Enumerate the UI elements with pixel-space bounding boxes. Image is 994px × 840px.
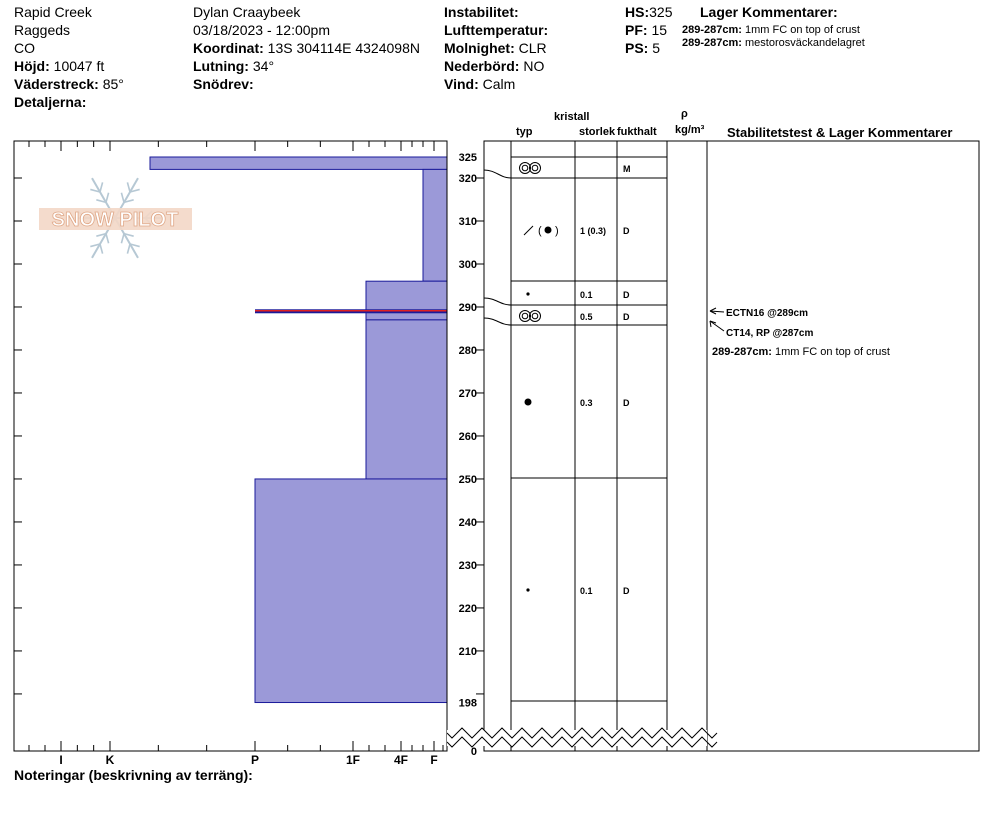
type-header: typ	[516, 126, 533, 138]
hardness-bar	[150, 157, 447, 169]
depth-label: 260	[458, 430, 477, 443]
depth-connector	[484, 170, 511, 178]
moisture-header: fukthalt	[617, 126, 657, 138]
rounded-grains-symbol	[526, 588, 529, 591]
grain-size: 0.5	[580, 312, 593, 322]
stability-tests	[710, 308, 890, 358]
snowdrift-label: Snödrev:	[193, 76, 254, 92]
elevation-label: Höjd:	[14, 58, 50, 74]
grain-size: 0.3	[580, 398, 593, 408]
precip-value: NO	[523, 58, 545, 74]
notes-label: Noteringar (beskrivning av terräng):	[14, 767, 253, 783]
depth-label: 0	[470, 746, 477, 758]
melt-forms-symbol	[522, 165, 528, 171]
moisture-code: D	[623, 586, 630, 596]
grain-size: 0.1	[580, 586, 593, 596]
coordinate-value: 13S 304114E 4324098N	[267, 40, 420, 56]
hardness-label: F	[430, 753, 438, 767]
melt-forms-symbol	[530, 163, 541, 174]
ps-value: 5	[652, 40, 661, 56]
paren-open: (	[538, 225, 542, 237]
hardness-label: I	[59, 753, 63, 767]
moisture-code: D	[623, 398, 630, 408]
paren-close: )	[555, 225, 559, 237]
grain-size: 1 (0.3)	[580, 226, 607, 236]
aspect-label: Väderstreck:	[14, 76, 99, 92]
coordinate-label: Koordinat:	[193, 40, 264, 56]
moisture-code: M	[623, 164, 631, 174]
hardness-bars	[150, 157, 447, 703]
hardness-bar	[423, 169, 447, 281]
range: Raggeds	[14, 22, 71, 38]
hs-label: HS:	[625, 4, 650, 20]
decomposing-symbol	[524, 226, 533, 235]
melt-forms-symbol	[520, 311, 531, 322]
hardness-label: 4F	[393, 753, 409, 767]
details-label: Detaljerna:	[14, 94, 87, 110]
hardness-label: K	[105, 753, 115, 767]
slope-label: Lutning:	[193, 58, 249, 74]
grain-size: 0.1	[580, 290, 593, 300]
depth-label: 300	[458, 258, 477, 271]
precip-label: Nederbörd:	[444, 58, 520, 74]
hardness-label: 1F	[345, 753, 361, 767]
ps-label: PS:	[625, 40, 649, 56]
precip-particle-symbol	[545, 227, 552, 234]
layer-comment-text: 1mm FC on top of crust	[745, 24, 860, 36]
state: CO	[14, 40, 35, 56]
precip-particle-symbol	[525, 399, 532, 406]
datetime: 03/18/2023 - 12:00pm	[193, 22, 330, 38]
stability-arrow	[710, 321, 724, 331]
stability-comment-text: 1mm FC on top of crust	[775, 346, 890, 358]
depth-label: 230	[458, 559, 477, 572]
sky-value: CLR	[518, 40, 547, 56]
hardness-label: P	[250, 753, 260, 767]
rho-header: ρ	[681, 108, 688, 120]
snowflake-branch	[100, 244, 103, 254]
rounded-grains-symbol	[526, 292, 529, 295]
snowflake-branch	[106, 234, 109, 244]
melt-forms-symbol	[522, 313, 528, 319]
snowflake-branch	[121, 234, 124, 244]
size-header: storlek	[579, 126, 616, 138]
depth-connector	[484, 298, 511, 305]
layer-comment-range: 289-287cm:	[682, 24, 742, 36]
depth-label: 310	[458, 215, 477, 228]
melt-forms-symbol	[520, 163, 531, 174]
chart-frames	[14, 141, 979, 751]
depth-connector	[484, 318, 511, 325]
snowflake-branch	[121, 193, 124, 203]
snow-pilot-logo	[39, 178, 192, 258]
stability-comment-range: 289-287cm:	[712, 346, 775, 358]
depth-label: 210	[458, 645, 477, 658]
stability-comment	[712, 346, 890, 358]
elevation-value: 10047 ft	[53, 58, 105, 74]
hs-value: 325	[649, 4, 673, 20]
stability-test: CT14, RP @287cm	[726, 328, 814, 339]
moisture-code: D	[623, 226, 630, 236]
air-temp-label: Lufttemperatur:	[444, 22, 549, 38]
snowflake-branch	[100, 182, 103, 192]
depth-label: 325	[458, 152, 477, 164]
density-unit-header: kg/m³	[675, 124, 705, 136]
depth-label: 240	[458, 516, 477, 529]
wind-value: Calm	[482, 76, 516, 92]
slope-value: 34°	[252, 58, 275, 74]
snowflake-branch	[106, 193, 109, 203]
sky-label: Molnighet:	[444, 40, 515, 56]
depth-label: 250	[458, 473, 477, 486]
pf-value: 15	[651, 22, 668, 38]
hardness-bar	[255, 479, 447, 703]
logo-text: SNOW PILOT	[51, 209, 179, 231]
moisture-code: D	[623, 290, 630, 300]
stability-title: Stabilitetstest & Lager Kommentarer	[727, 125, 953, 140]
depth-label: 198	[458, 697, 477, 710]
melt-forms-symbol	[530, 311, 541, 322]
depth-label: 290	[458, 301, 477, 314]
observer: Dylan Craaybeek	[193, 4, 301, 20]
snowflake-branch	[127, 244, 130, 254]
depth-label: 220	[458, 602, 477, 615]
layer-comments-title: Lager Kommentarer:	[700, 4, 838, 20]
pf-label: PF:	[625, 22, 648, 38]
snowflake-branch	[127, 182, 130, 192]
hardness-bar	[366, 320, 447, 479]
aspect-value: 85°	[102, 76, 124, 92]
layer-comment-range: 289-287cm:	[682, 37, 742, 49]
depth-label: 270	[458, 387, 477, 400]
wind-label: Vind:	[444, 76, 479, 92]
depth-label: 280	[458, 344, 477, 357]
instability-label: Instabilitet:	[444, 4, 519, 20]
layer-comment-text: mestorosväckandelagret	[745, 37, 865, 49]
melt-forms-symbol	[532, 165, 538, 171]
moisture-code: D	[623, 312, 630, 322]
stability-test: ECTN16 @289cm	[726, 308, 809, 319]
depth-label: 320	[458, 173, 477, 185]
location: Rapid Creek	[14, 4, 92, 20]
hardness-bar	[366, 281, 447, 311]
melt-forms-symbol	[532, 313, 538, 319]
crystal-header: kristall	[554, 111, 590, 123]
